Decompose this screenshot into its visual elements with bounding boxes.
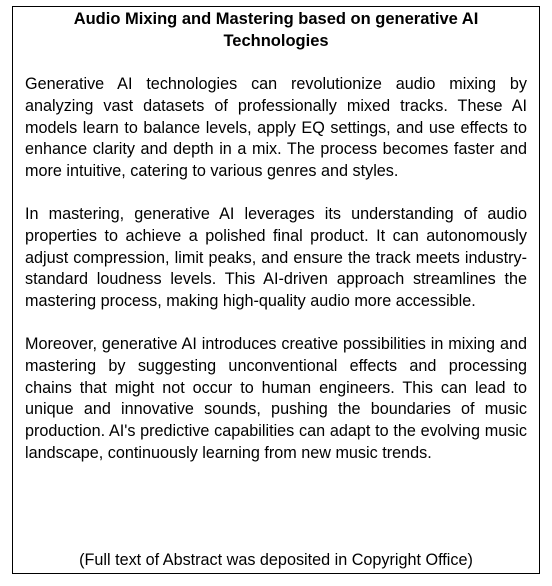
- abstract-paragraph-2: In mastering, generative AI leverages its understanding of audio properties to achieve a polished final product. It can autonomously adjust compression, limit peaks, and ensure the track meets industry-standard loudness levels. This AI-driven approach streamlines the mastering process, making high-quality audio more accessible.: [25, 204, 527, 311]
- abstract-box: [12, 6, 540, 574]
- abstract-paragraph-3: Moreover, generative AI introduces creative possibilities in mixing and mastering by suggesting unconventional effects and processing chains that might not occur to human engineers. This can lead to unique and innovative sounds, pushing the boundaries of music production. AI's predictive capabilities can adapt to the evolving music landscape, continuously learning from new music trends.: [25, 334, 527, 462]
- abstract-paragraph-1: Generative AI technologies can revolutionize audio mixing by analyzing vast datasets of professionally mixed tracks. These AI models learn to balance levels, apply EQ settings, and use effects to enhance clarity and depth in a mix. The process becomes faster and more intuitive, catering to various genres and styles.: [25, 75, 527, 181]
- copyright-note: (Full text of Abstract was deposited in Copyright Office): [79, 551, 473, 570]
- abstract-title: Audio Mixing and Mastering based on generative AI Technologies: [73, 10, 479, 50]
